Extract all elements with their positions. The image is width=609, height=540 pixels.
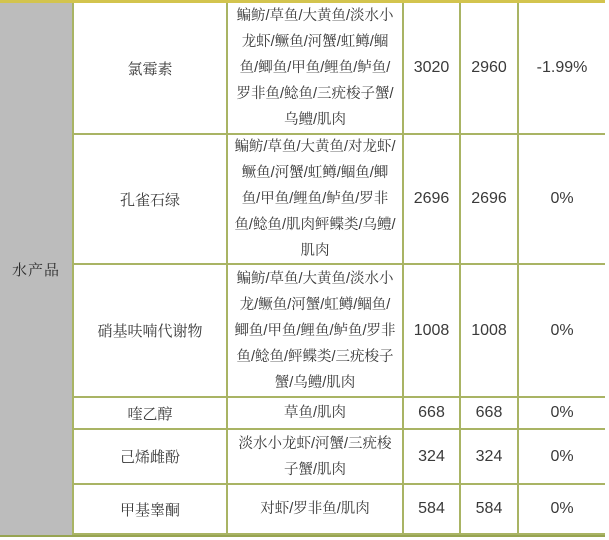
change-cell: 0%: [519, 398, 605, 430]
value1-cell: 1008: [404, 265, 461, 398]
substance-cell: 己烯雌酚: [74, 430, 228, 485]
category-column: [0, 3, 74, 535]
change-cell: 0%: [519, 430, 605, 485]
scope-cell: 鳊鲂/草鱼/大黄鱼/淡水小龙虾/鳜鱼/河蟹/虹鳟/鲴鱼/鲫鱼/甲鱼/鲤鱼/鲈鱼/罗非鱼/鲶鱼/三疣梭子蟹/乌鳢/肌肉: [228, 3, 404, 135]
value1-cell: 3020: [404, 3, 461, 135]
substance-cell: 喹乙醇: [74, 398, 228, 430]
value2-cell: 324: [461, 430, 519, 485]
category-label: 水产品: [11, 261, 60, 279]
change-cell: 0%: [519, 485, 605, 535]
value2-cell: 668: [461, 398, 519, 430]
value1-cell: 584: [404, 485, 461, 535]
substance-cell: 硝基呋喃代谢物: [74, 265, 228, 398]
change-cell: 0%: [519, 135, 605, 265]
substance-cell: 孔雀石绿: [74, 135, 228, 265]
value2-cell: 584: [461, 485, 519, 535]
scope-cell: 淡水小龙虾/河蟹/三疣梭子蟹/肌肉: [228, 430, 404, 485]
value2-cell: 1008: [461, 265, 519, 398]
value2-cell: 2696: [461, 135, 519, 265]
scope-cell: 鳊鲂/草鱼/大黄鱼/淡水小龙/鳜鱼/河蟹/虹鳟/鲴鱼/鲫鱼/甲鱼/鲤鱼/鲈鱼/罗非鱼/鲶鱼/鲆鲽类/三疣梭子蟹/乌鳢/肌肉: [228, 265, 404, 398]
substance-cell: 甲基睾酮: [74, 485, 228, 535]
scope-cell: 草鱼/肌肉: [228, 398, 404, 430]
substance-cell: 氯霉素: [74, 3, 228, 135]
change-cell: -1.99%: [519, 3, 605, 135]
value1-cell: 668: [404, 398, 461, 430]
value2-cell: 2960: [461, 3, 519, 135]
value1-cell: 324: [404, 430, 461, 485]
data-grid: [74, 3, 605, 535]
change-cell: 0%: [519, 265, 605, 398]
value1-cell: 2696: [404, 135, 461, 265]
scope-cell: 对虾/罗非鱼/肌肉: [228, 485, 404, 535]
scope-cell: 鳊鲂/草鱼/大黄鱼/对龙虾/鳜鱼/河蟹/虹鳟/鲴鱼/鲫鱼/甲鱼/鲤鱼/鲈鱼/罗非鱼/鲶鱼/肌肉鲆鲽类/乌鳢/肌肉: [228, 135, 404, 265]
